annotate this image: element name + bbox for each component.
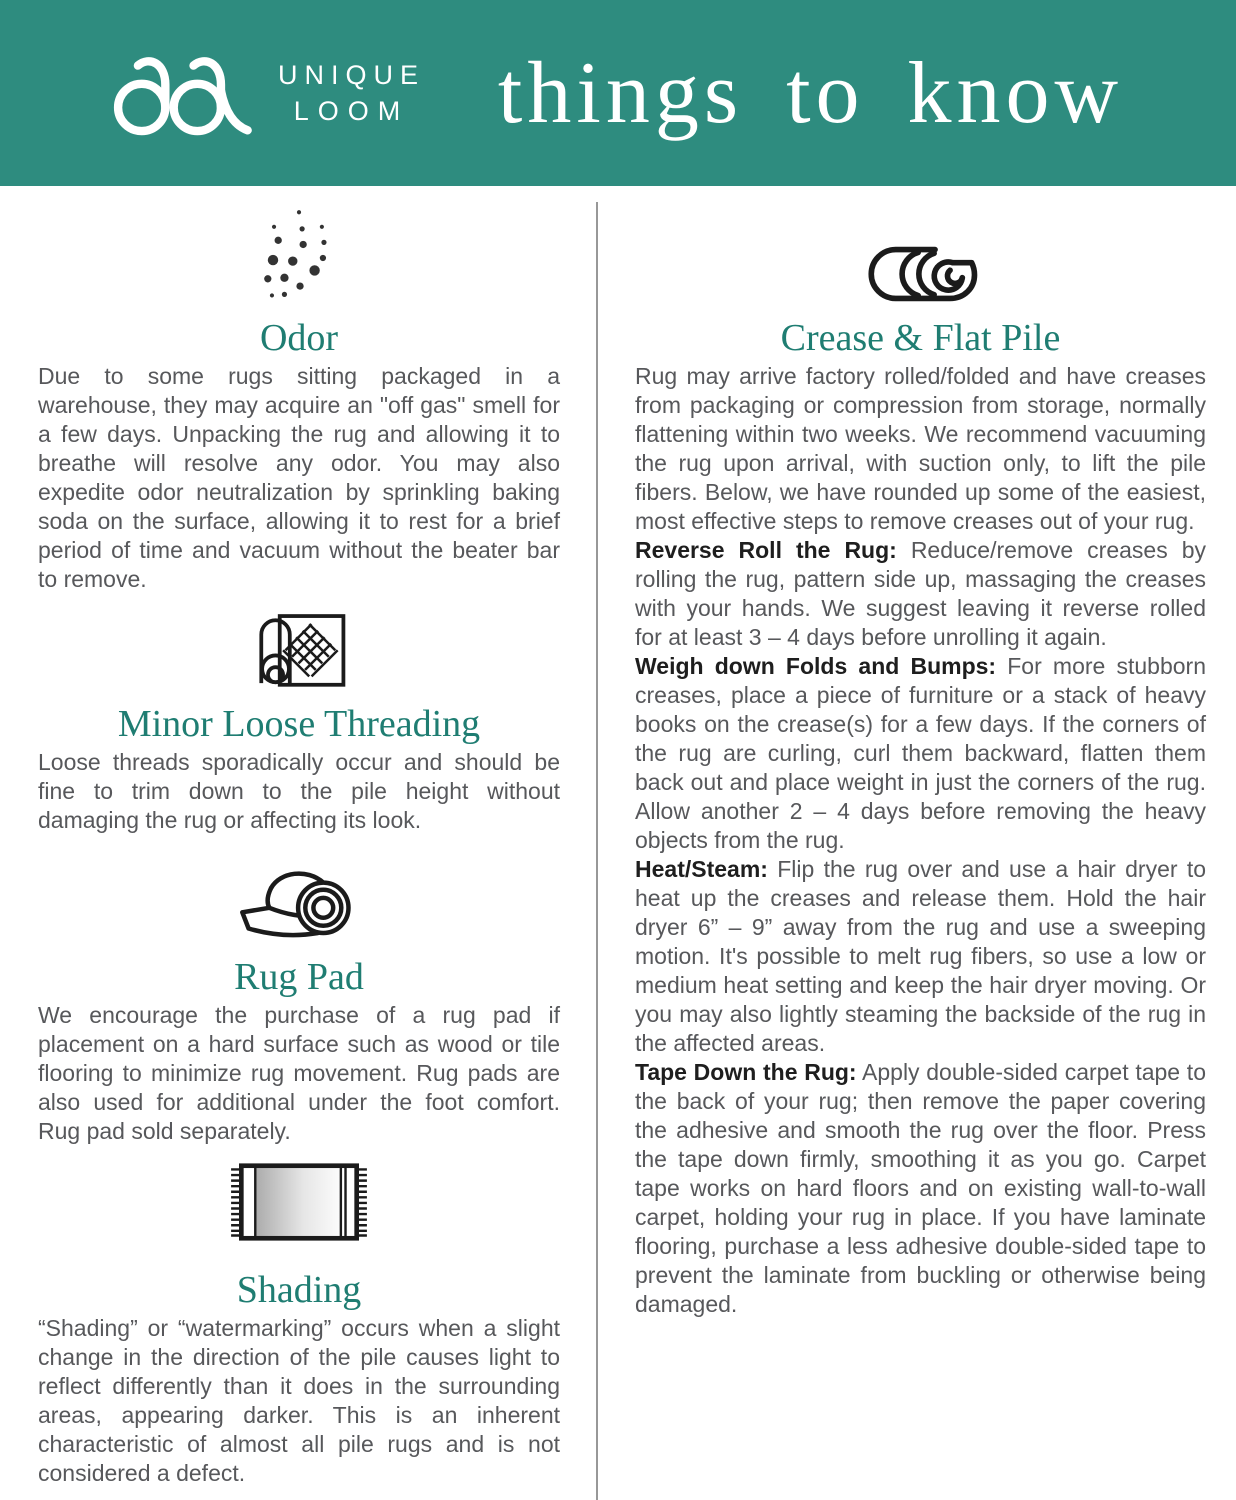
fringed-rug-icon bbox=[38, 1162, 560, 1242]
unique-loom-logo-icon bbox=[96, 45, 256, 141]
section-odor bbox=[38, 206, 560, 594]
right-column bbox=[596, 186, 1236, 1488]
section-body-rug-pad: We encourage the purchase of a rug pad if placement on a hard surface such as wood or tile flooring to minimize rug movement. Rug pads are also used for additional under the foot comfort. Rug pad sold separately. bbox=[38, 1002, 560, 1144]
section-title-shading: Shading bbox=[236, 1269, 362, 1311]
section-title-crease-flat-pile: Crease & Flat Pile bbox=[780, 317, 1061, 359]
tip-weigh-down bbox=[635, 652, 1206, 855]
brand-name bbox=[278, 57, 425, 129]
section-crease-flat-pile bbox=[635, 242, 1206, 1319]
tip-weigh-down-label: Weigh down Folds and Bumps: bbox=[635, 653, 997, 679]
odor-dots-icon bbox=[38, 206, 560, 310]
section-rug-pad bbox=[38, 861, 560, 1146]
tip-heat-steam-label: Heat/Steam: bbox=[635, 856, 768, 882]
crease-intro: Rug may arrive factory rolled/folded and have creases from packaging or compression from storage, normally flattening within two weeks. We recommend vacuuming the rug upon arrival, with suction only, to lift the pile fibers. Below, we have rounded up some of the easiest, most effective steps to remove creases out of your rug. bbox=[635, 363, 1206, 534]
column-divider bbox=[596, 202, 598, 1500]
brand-logo bbox=[96, 45, 425, 141]
tip-tape-down-text: Apply double-sided carpet tape to the back of your rug; then remove the paper covering the adhesive and smooth the rug over the floor. Press the tape down firmly, smoothing it as you go. Carpet tape works on hard floors and on existing wall-to-wall carpet, holding your rug in place. If you have laminate flooring, purchase a less adhesive double-sided tape to prevent the laminate from buckling or otherwise being damaged. bbox=[635, 1059, 1206, 1317]
section-title-odor: Odor bbox=[259, 317, 339, 359]
tip-reverse-roll-text: Reduce/remove creases by rolling the rug, pattern side up, massaging the creases with your hands. We suggest leaving it reverse rolled for at least 3 – 4 days before unrolling it again. bbox=[635, 537, 1207, 650]
rolled-rug-spiral-icon bbox=[635, 242, 1206, 306]
left-column bbox=[0, 186, 596, 1488]
tip-tape-down bbox=[635, 1058, 1206, 1319]
section-minor-loose-threading bbox=[38, 606, 560, 835]
tip-heat-steam bbox=[635, 855, 1206, 1058]
section-body-odor: Due to some rugs sitting packaged in a warehouse, they may acquire an "off gas" smell for a few days. Unpacking the rug and allowing it to breathe will resolve any odor. You may also expedite odor neutralization by sprinkling baking soda on the surface, allowing it to rest for a brief period of time and vacuum without the beater bar to remove. bbox=[38, 363, 560, 592]
section-shading bbox=[38, 1162, 560, 1488]
rolled-rug-crosshatch-icon bbox=[38, 606, 560, 694]
tip-weigh-down-text: For more stubborn creases, place a piece of furniture or a stack of heavy books on the crease(s) for a few days. If the corners of the rug are curling, curl them backward, flatten them back out and place weight in just the corners of the rug. Allow another 2 – 4 days before removing the heavy objects from the rug. bbox=[635, 653, 1206, 853]
tip-reverse-roll-label: Reverse Roll the Rug: bbox=[635, 537, 897, 563]
tip-heat-steam-text: Flip the rug over and use a hair dryer to heat up the creases and release them. Hold the hair dryer 6” – 9” away from the rug and use a sweeping motion. It's possible to melt rug fibers, so use a low or medium heat setting and keep the hair dryer moving. Or you may also lightly steaming the backside of the rug in the affected areas. bbox=[635, 856, 1206, 1056]
brand-line2: LOOM bbox=[293, 96, 410, 126]
brand-line1: UNIQUE bbox=[278, 60, 426, 90]
rug-pad-roll-icon bbox=[38, 861, 560, 951]
tip-tape-down-label: Tape Down the Rug: bbox=[635, 1059, 857, 1085]
section-body-shading: “Shading” or “watermarking” occurs when a slight change in the direction of the pile causes light to reflect differently than it does in the surrounding areas, appearing darker. This is an inherent characteristic of almost all pile rugs and is not considered a defect. bbox=[38, 1315, 560, 1486]
section-body-minor-loose-threading: Loose threads sporadically occur and should be fine to trim down to the pile height without damaging the rug or affecting its look. bbox=[38, 749, 560, 833]
page-title: things to know bbox=[497, 44, 1124, 142]
section-title-rug-pad: Rug Pad bbox=[234, 956, 364, 998]
header-banner bbox=[0, 0, 1236, 186]
content bbox=[0, 186, 1236, 1488]
tip-reverse-roll bbox=[635, 536, 1206, 652]
section-title-minor-loose-threading: Minor Loose Threading bbox=[117, 703, 481, 745]
